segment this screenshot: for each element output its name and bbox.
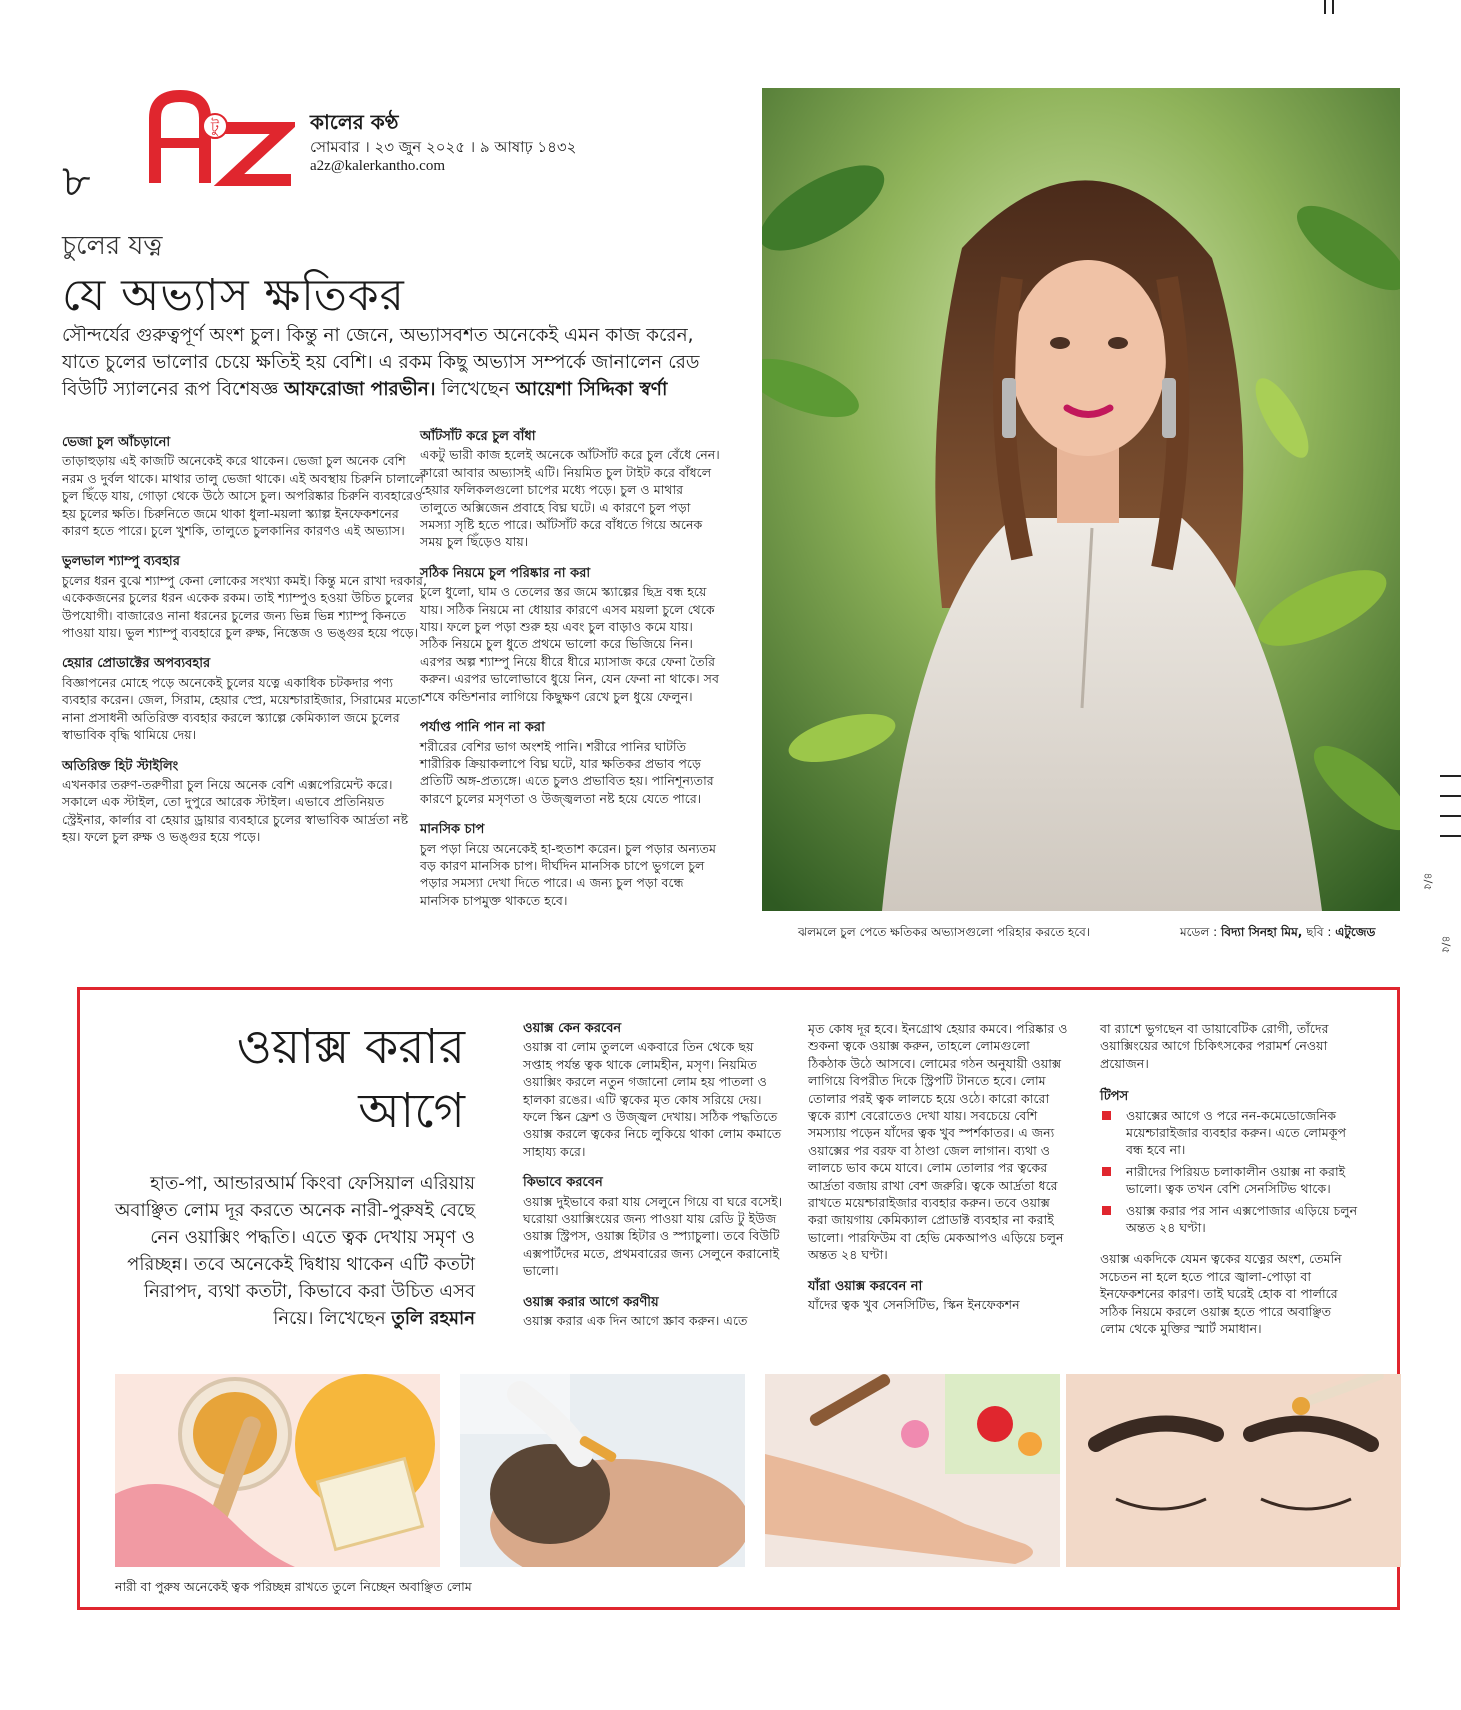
section-title: হেয়ার প্রোডাক্টের অপব্যবহার xyxy=(62,656,211,672)
tips-title: টিপস xyxy=(1100,1089,1129,1105)
dateline: সোমবার । ২৩ জুন ২০২৫ । ৯ আষাঢ় ১৪৩২ xyxy=(310,138,577,156)
section-title: ভেজা চুল আঁচড়ানো xyxy=(62,435,171,450)
margin-mark xyxy=(1440,795,1461,797)
photo-credit xyxy=(1180,924,1375,944)
credit-prefix: মডেল : xyxy=(1180,925,1218,939)
tip-item xyxy=(1100,1107,1360,1159)
wax-headline xyxy=(150,1015,465,1143)
section-title: মানসিক চাপ xyxy=(420,822,485,838)
closing-text: ওয়াক্স একদিকে যেমন ত্বকের যত্নের অংশ, তেমনি সচেতন না হলে হতে পারে জ্বালা-পোড়া বা ইনফেকশনের কারণ। তাই ঘরেই হোক বা পার্লারে সঠিক নিয়মে করলে ওয়াক্স হতে পারে অবাঞ্ছিত লোম থেকে মুক্তির স্মার্ট সমাধান। xyxy=(1100,1251,1342,1337)
margin-mark xyxy=(1332,0,1334,14)
expert-name: আফরোজা পারভীন। xyxy=(284,379,436,400)
photo-caption: ঝলমলে চুল পেতে ক্ষতিকর অভ্যাসগুলো পরিহার করতে হবে। xyxy=(798,925,1091,939)
page-number: ৮ xyxy=(62,156,91,207)
section-title: সঠিক নিয়মে চুল পরিষ্কার না করা xyxy=(420,565,591,581)
credit-photo-prefix: ছবি : xyxy=(1306,925,1332,939)
side-folio: ৪/৫ xyxy=(1439,935,1453,954)
bullet-icon xyxy=(1102,1111,1111,1120)
section-title: পর্যাপ্ত পানি পান না করা xyxy=(420,720,545,736)
wax-author: তুলি রহমান xyxy=(391,1308,475,1329)
section-title: ওয়াক্স করার আগে করণীয় xyxy=(523,1294,659,1310)
wax-headline-line1: ওয়াক্স করার xyxy=(236,1019,465,1075)
wax-photo-caption: নারী বা পুরুষ অনেকেই ত্বক পরিচ্ছন্ন রাখতে তুলে নিচ্ছেন অবাঞ্ছিত লোম xyxy=(115,1579,472,1594)
credit-studio: এটুজেড xyxy=(1335,925,1376,939)
section-title: যাঁরা ওয়াক্স করবেন না xyxy=(808,1278,923,1294)
section-text: ওয়াক্স দুইভাবে করা যায় সেলুনে গিয়ে বা ঘরে বসেই। ঘরোয়া ওয়াক্সিংয়ের জন্য পাওয়া যায় রেডি টু ইউজ ওয়াক্স স্ট্রিপস, ওয়াক্স হিটার ও স্প্যাচুলা। তবে বিউটি এক্সপার্টদের মতে, প্রথমবারের জন্য সেলুনে করানোই ভালো। xyxy=(523,1193,783,1279)
bullet-icon xyxy=(1102,1167,1111,1176)
tip-text: নারীদের পিরিয়ড চলাকালীন ওয়াক্স না করাই ভালো। ত্বক তখন বেশি সেনসিটিভ থাকে। xyxy=(1126,1163,1346,1197)
section-text: বা র‍্যাশে ভুগছেন বা ডায়াবেটিক রোগী, তাঁদের ওয়াক্সিংয়ের আগে চিকিৎসকের পরামর্শ নেওয়া প্রয়োজন। xyxy=(1100,1021,1329,1071)
wax-tools-photo xyxy=(115,1374,440,1567)
model-photo xyxy=(762,88,1400,911)
margin-mark xyxy=(1440,835,1461,837)
section-text: চুলের ধরন বুঝে শ্যাম্পু কেনা লোকের সংখ্যা কমই। কিন্তু মনে রাখা দরকার, একেকজনের চুলের ধরন একেক রকম। তাই শ্যাম্পুও হওয়া উচিত চুলের উপযোগী। বাজারেও নানা ধরনের চুলের জন্য ভিন্ন ভিন্ন শ্যাম্পু কিনতে পাওয়া যায়। ভুল শ্যাম্পু ব্যবহারে চুল রুক্ষ, নিস্তেজ ও ভঙ্গুর হয়ে পড়ে। xyxy=(62,572,427,641)
section-title: ভুলভাল শ্যাম্পু ব্যবহার xyxy=(62,554,180,570)
tips-list xyxy=(1100,1107,1360,1237)
bullet-icon xyxy=(1102,1206,1111,1215)
byline-author: আয়েশা সিদ্দিকা স্বর্ণা xyxy=(515,379,668,400)
tip-item xyxy=(1100,1202,1360,1237)
article-column-1 xyxy=(62,434,428,846)
article-kicker: চুলের যত্ন xyxy=(62,231,163,261)
facial-wax-photo xyxy=(460,1374,745,1567)
intro-text: সৌন্দর্যের গুরুত্বপূর্ণ অংশ চুল। কিন্তু না জেনে, অভ্যাসবশত অনেকেই এমন কাজ করেন, যাতে চুলের ভালোর চেয়ে ক্ষতিই হয় বেশি। এ রকম কিছু অভ্যাস সম্পর্কে জানালেন রেড বিউটি স্যালনের রূপ বিশেষজ্ঞ xyxy=(62,325,700,400)
wax-intro-text: হাত-পা, আন্ডারআর্ম কিংবা ফেসিয়াল এরিয়ায় অবাঞ্ছিত লোম দূর করতে অনেক নারী-পুরুষই বেছে নেন ওয়াক্সিং পদ্ধতি। এতে ত্বক দেখায় সমৃণ ও পরিচ্ছন্ন। তবে অনেকেই দ্বিধায় থাকেন এটি কতটা নিরাপদ, ব্যথা কতটা, কিভাবে করা উচিত এসব নিয়ে। লিখেছেন xyxy=(114,1173,475,1329)
tip-text: ওয়াক্সের আগে ও পরে নন-কমেডোজেনিক ময়েশ্চারাইজার ব্যবহার করুন। এতে লোমকূপ বন্ধ হবে না। xyxy=(1126,1107,1347,1158)
section-title: কিভাবে করবেন xyxy=(523,1175,603,1191)
side-folio: ৪/৫ xyxy=(1421,872,1435,891)
tip-item xyxy=(1100,1163,1360,1198)
margin-mark xyxy=(1440,775,1461,777)
az-logo xyxy=(145,88,295,188)
section-text: মৃত কোষ দূর হবে। ইনগ্রোথ হেয়ার কমবে। পরিষ্কার ও শুকনা ত্বকে ওয়াক্স করুন, তাহলে লোমগুলো ঠিকঠাক উঠে আসবে। লোমের গঠন অনুযায়ী ওয়াক্স লাগিয়ে বিপরীত দিকে স্ট্রিপটি টানতে হবে। লোম তোলার পরই ত্বক লালচে হয়ে ওঠে। কারো কারো ত্বকে র‍্যাশ বেরোতেও দেখা যায়। সবচেয়ে বেশি সমস্যায় পড়েন যাঁদের ত্বক খুব স্পর্শকাতর। এ জন্য ওয়াক্সের পর বরফ বা ঠাণ্ডা জেল লাগান। ব্যথা ও লালচে ভাব কমে যাবে। লোম তোলার পর ত্বকের আর্দ্রতা বজায় রাখা বেশ জরুরি। ত্বকে আর্দ্রতা ধরে রাখতে ময়েশ্চারাইজার ব্যবহার করুন। তবে ওয়াক্স করা জায়গায় কেমিক্যাল প্রোডাক্ট ব্যবহার না করাই ভালো। পারফিউম বা হেভি মেকআপও এড়িয়ে চলুন অন্তত ২৪ ঘণ্টা। xyxy=(808,1021,1068,1263)
eyebrow-wax-photo xyxy=(1066,1374,1401,1567)
logo-mark: টু xyxy=(210,118,220,136)
section-text: যাঁদের ত্বক খুব সেনসিটিভ, স্কিন ইনফেকশন xyxy=(808,1297,1020,1313)
wax-intro xyxy=(110,1170,475,1332)
wax-column-3 xyxy=(1100,1020,1360,1338)
article-headline: যে অভ্যাস ক্ষতিকর xyxy=(62,270,405,321)
section-text: চুল পড়া নিয়ে অনেকেই হা-হুতাশ করেন। চুল পড়ার অন্যতম বড় কারণ মানসিক চাপ। দীর্ঘদিন মানসিক চাপে ভুগলে চুল পড়ার সমস্যা দেখা দিতে পারে। এ জন্য চুল পড়া বন্ধে মানসিক চাপমুক্ত থাকতে হবে। xyxy=(420,840,716,908)
article-intro xyxy=(62,322,702,403)
paper-name: কালের কণ্ঠ xyxy=(310,110,399,134)
section-text: বিজ্ঞাপনের মোহে পড়ে অনেকেই চুলের যত্নে একাধিক চটকদার পণ্য ব্যবহার করেন। জেল, সিরাম, হেয়ার স্প্রে, ময়েশ্চারাইজার, সিরামের মতো নানা প্রসাধনী অতিরিক্ত ব্যবহার করলে স্ক্যাল্পে কেমিক্যাল জমে চুলের স্বাভাবিক বৃদ্ধি থামিয়ে দেয়। xyxy=(62,674,422,743)
article-column-2 xyxy=(420,428,720,909)
section-title: আঁটসাঁট করে চুল বাঁধা xyxy=(420,429,536,444)
tip-text: ওয়াক্স করার পর সান এক্সপোজার এড়িয়ে চলুন অন্তত ২৪ ঘণ্টা। xyxy=(1126,1202,1358,1236)
byline-prefix: লিখেছেন xyxy=(441,379,510,400)
section-text: চুলে ধুলো, ঘাম ও তেলের স্তর জমে স্ক্যাল্পের ছিদ্র বন্ধ হয়ে যায়। সঠিক নিয়মে না ধোয়ার কারণে এসব ময়লা চুলে থেকে যায়। ফলে চুল পড়া শুরু হয় এবং চুল বাড়াও কমে যায়। সঠিক নিয়মে চুল ধুতে প্রথমে ভালো করে ভিজিয়ে নিন। এরপর অল্প শ্যাম্পু নিয়ে ধীরে ধীরে ম্যাসাজ করে ফেনা তৈরি করুন। এরপর ভালোভাবে ধুয়ে নিন, যেন ফেনা না থাকে। সব শেষে কন্ডিশনার লাগিয়ে কিছুক্ষণ রেখে চুল ধুয়ে ফেলুন। xyxy=(420,584,719,704)
section-text: ওয়াক্স বা লোম তুললে একবারে তিন থেকে ছয় সপ্তাহ পর্যন্ত ত্বক থাকে লোমহীন, মসৃণ। নিয়মিত ওয়াক্সিং করলে নতুন গজানো লোম হয় পাতলা ও হালকা রঙের। এটি ত্বকের মৃত কোষ সরিয়ে দেয়। ফলে স্কিন ফ্রেশ ও উজ্জ্বল দেখায়। সঠিক পদ্ধতিতে ওয়াক্স করলে ত্বকের নিচে লুকিয়ে থাকা লোম কমাতে সাহায্য করে। xyxy=(523,1039,782,1159)
wax-headline-line2: আগে xyxy=(358,1083,465,1139)
wax-column-2 xyxy=(808,1020,1070,1314)
contact-email[interactable]: a2z@kalerkantho.com xyxy=(310,158,446,174)
section-text: ওয়াক্স করার এক দিন আগে স্ক্রাব করুন। এতে xyxy=(523,1313,748,1329)
section-title: ওয়াক্স কেন করবেন xyxy=(523,1021,622,1036)
margin-mark xyxy=(1324,0,1326,14)
section-text: তাড়াহুড়ায় এই কাজটি অনেকেই করে থাকেন। ভেজা চুল অনেক বেশি নরম ও দুর্বল থাকে। মাথার তালু ভেজা থাকে। এই অবস্থায় চিরুনি চালালে চুল ছিঁড়ে যায়, গোড়া থেকে উঠে আসে চুল। অপরিষ্কার চিরুনি ব্যবহারেও হয় চুলের ক্ষতি। চিরুনিতে জমে থাকা ধুলা-ময়লা স্ক্যাল্প ইনফেকশনের কারণ হতে পারে। চুলে খুশকি, তালুতে চুলকানির কারণও এই অভ্যাস। xyxy=(62,453,424,539)
section-title: অতিরিক্ত হিট স্টাইলিং xyxy=(62,758,179,774)
credit-model: বিদ্যা সিনহা মিম, xyxy=(1220,925,1303,939)
margin-mark xyxy=(1440,815,1461,817)
section-text: শরীরের বেশির ভাগ অংশই পানি। শরীরে পানির ঘাটতি শারীরিক ক্রিয়াকলাপে বিঘ্ন ঘটে, যার ক্ষতিকর প্রভাব পড়ে প্রতিটি অঙ্গ-প্রত্যঙ্গে। এতে চুলও প্রভাবিত হয়। পানিশূন্যতার কারণে চুলের মসৃণতা ও উজ্জ্বলতা নষ্ট হয়ে যেতে পারে। xyxy=(420,738,714,806)
section-text: এখনকার তরুণ-তরুণীরা চুল নিয়ে অনেক বেশি এক্সপেরিমেন্ট করে। সকালে এক স্টাইল, তো দুপুরে আরেক স্টাইল। এভাবে প্রতিনিয়ত স্ট্রেইনার, কার্লার বা হেয়ার ড্রায়ার ব্যবহারে চুলের স্বাভাবিক আর্দ্রতা নষ্ট হয়। ফলে চুল রুক্ষ ও ভঙ্গুর হয়ে পড়ে। xyxy=(62,776,409,845)
section-text: একটু ভারী কাজ হলেই অনেকে আঁটসাঁট করে চুল বেঁধে নেন। কারো আবার অভ্যাসই এটি। নিয়মিত চুল টাইট করে বাঁধলে হেয়ার ফলিকলগুলো চাপের মধ্যে পড়ে। চুল ও মাথার তালুতে অক্সিজেন প্রবাহে বিঘ্ন ঘটে। এ কারণে চুল পড়া সমস্যা সৃষ্টি হতে পারে। আঁটসাঁট করে বাঁধতে গিয়ে অনেক সময় চুল ছিঁড়েও যায়। xyxy=(420,447,720,550)
leg-wax-photo xyxy=(765,1374,1060,1567)
wax-column-1 xyxy=(523,1020,785,1330)
